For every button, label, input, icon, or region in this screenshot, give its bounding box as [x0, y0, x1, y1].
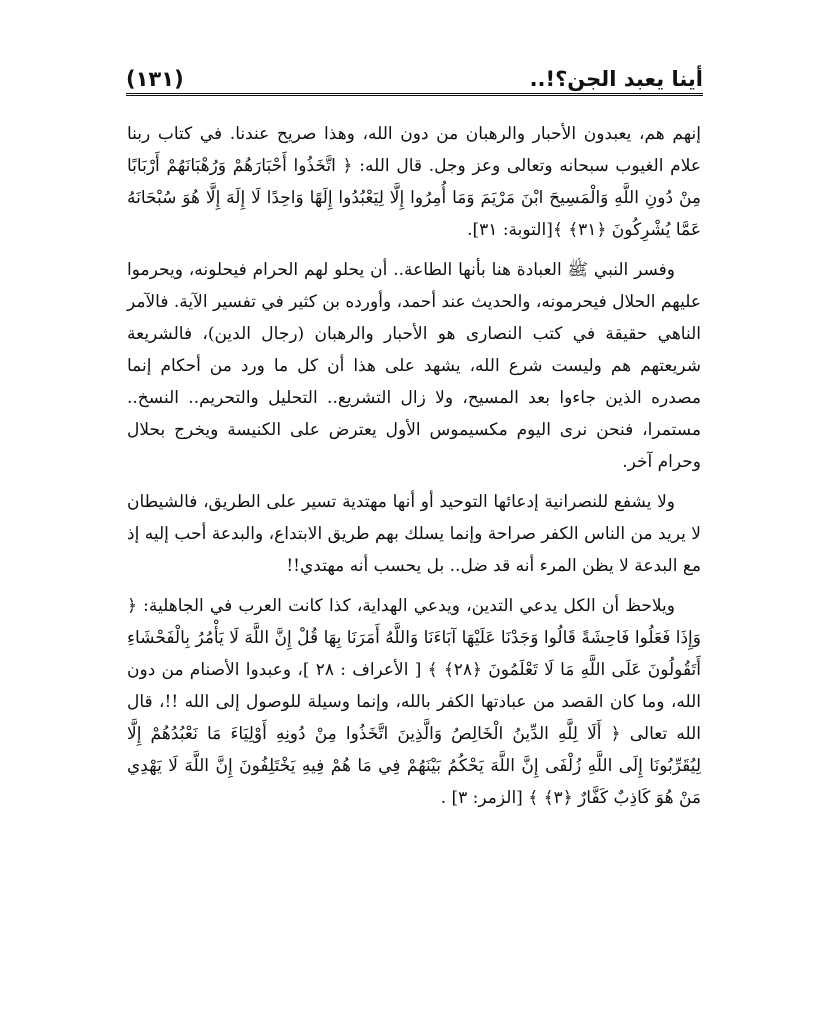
paragraph-3: ولا يشفع للنصرانية إدعائها التوحيد أو أنها مهتدية تسير على الطريق، فالشيطان لا يريد من الناس الكفر صراحة وإنما يسلك بهم طريق الابتداع، والبدعة أحب إليه إذ مع البدعة لا يظن المرء أنه قد ضل.. بل يحسب أنه مهتدي!! — [127, 492, 701, 576]
header-rule — [126, 93, 703, 96]
paragraph-2: وفسر النبي ﷺ العبادة هنا بأنها الطاعة.. أن يحلو لهم الحرام فيحلونه، ويحرموا عليهم الحلال فيحرمونه، والحديث عند أحمد، وأورده بن كثير في تفسير الآية. فالآمر الناهي حقيقة في كتب النصارى هو الأحبار والرهبان (رجال الدين)، فالشريعة شريعتهم هم وليست شرع الله، يشهد على هذا أن كل ما ورد من أحكام إنما مصدره الذين جاءوا بعد المسيح، ولا زال التشريع.. التحليل والتحريم.. النسخ.. مستمرا، فنحن نرى اليوم مكسيموس الأول يعترض على الكنيسة ويخرج بحلال وحرام آخر. — [127, 260, 701, 472]
page-header — [126, 62, 703, 96]
body-text — [127, 118, 701, 822]
page-number: (١٣١) — [126, 67, 184, 91]
running-title: أينا يعبد الجن؟!.. — [529, 67, 703, 91]
paragraph-4: ويلاحظ أن الكل يدعي التدين، ويدعي الهداية، كذا كانت العرب في الجاهلية: ﴿ وَإِذَا فَعَلُوا فَاحِشَةً قَالُوا وَجَدْنَا عَلَيْهَا آبَاءَنَا وَاللَّهُ أَمَرَنَا بِهَا قُلْ إِنَّ اللَّهَ لَا يَأْمُرُ بِالْفَحْشَاءِ أَتَقُولُونَ عَلَى اللَّهِ مَا لَا تَعْلَمُونَ ﴿٢٨﴾ ﴾ [ الأعراف : ٢٨ ]، وعبدوا الأصنام من دون الله، وما كان القصد من عبادتها الكفر بالله، وإنما وسيلة للوصول إلى الله !!، قال الله تعالى ﴿ أَلَا لِلَّهِ الدِّينُ الْخَالِصُ وَالَّذِينَ اتَّخَذُوا مِنْ دُونِهِ أَوْلِيَاءَ مَا نَعْبُدُهُمْ إِلَّا لِيُقَرِّبُونَا إِلَى اللَّهِ زُلْفَى إِنَّ اللَّهَ يَحْكُمُ بَيْنَهُمْ فِي مَا هُمْ فِيهِ يَخْتَلِفُونَ إِنَّ اللَّهَ لَا يَهْدِي مَنْ هُوَ كَاذِبٌ كَفَّارٌ ﴿٣﴾ ﴾ [الزمر: ٣] . — [127, 596, 701, 808]
paragraph-1: إنهم هم، يعبدون الأحبار والرهبان من دون الله، وهذا صريح عندنا. في كتاب ربنا علام الغيوب سبحانه وتعالى وعز وجل. قال الله: ﴿ اتَّخَذُوا أَحْبَارَهُمْ وَرُهْبَانَهُمْ أَرْبَابًا مِنْ دُونِ اللَّهِ وَالْمَسِيحَ ابْنَ مَرْيَمَ وَمَا أُمِرُوا إِلَّا لِيَعْبُدُوا إِلَهًا وَاحِدًا لَا إِلَهَ إِلَّا هُوَ سُبْحَانَهُ عَمَّا يُشْرِكُونَ ﴿٣١﴾ ﴾[التوبة: ٣١]. — [127, 124, 701, 240]
